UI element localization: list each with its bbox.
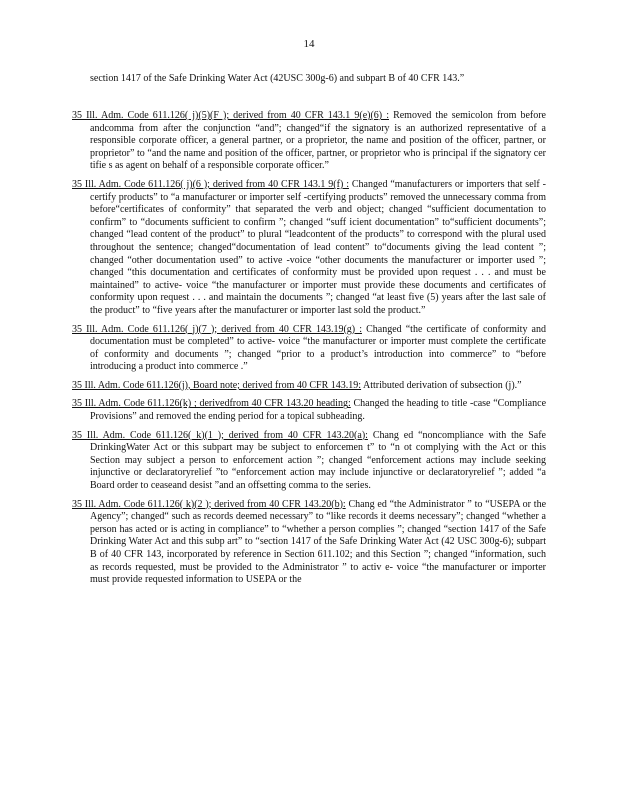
page-number: 14 <box>303 38 315 50</box>
entry-citation: 35 Ill. Adm. Code 611.126( k)(1 ); derived from 40 CFR 143.20(a): <box>72 429 368 441</box>
entry-citation: 35 Ill. Adm. Code 611.126( j)(7 ); derived from 40 CFR 143.19(g) : <box>72 323 362 335</box>
entry-citation: 35 Ill. Adm. Code 611.126(k) ; derivedfrom 40 CFR 143.20 heading: <box>72 398 351 410</box>
entry-text: Changed “the certificate of conformity and documentation must be completed” to active- voice “the manufacturer or importer must complete the certificate of conformity and documents ”; changed “prior to a product’s introduction into commerce” to “before introducing a product into commerce .” <box>90 323 546 373</box>
entries-list <box>72 110 546 593</box>
entry-text: Chang ed “noncompliance with the Safe DrinkingWater Act or this subpart may be subject to enforcemen t” to “n ot complying with the Act or this Section may subject a person to enforcement action ”; changed “enforcement actions may include seeking injunctive or declaratoryrelief ”to “enforcement action may include injunctive or declaratoryrelief ”; added “a Board order to ceaseand desist ”and an offsetting comma to the series. <box>90 429 546 492</box>
entry-text: Changed the heading to title -case “Compliance Provisions” and removed the ending period for a topical subheading. <box>90 398 547 423</box>
entry-text: Attributed derivation of subsection (j).” <box>363 379 522 391</box>
entry-611-126-k-2 <box>72 499 546 587</box>
entry-611-126-k-1 <box>72 430 546 493</box>
entry-citation: 35 Ill. Adm. Code 611.126( j)(5)(F ); derived from 40 CFR 143.1 9(e)(6) : <box>72 110 389 121</box>
entry-citation: 35 Ill. Adm. Code 611.126( j)(6 ); derived from 40 CFR 143.1 9(f) : <box>72 178 349 190</box>
entry-611-126-j-board-note <box>72 380 546 393</box>
entry-611-126-k <box>72 398 546 423</box>
entry-611-126-j-7 <box>72 324 546 374</box>
entry-citation: 35 Ill. Adm. Code 611.126(j), Board note; derived from 40 CFR 143.19: <box>72 379 362 391</box>
continuation-paragraph: section 1417 of the Safe Drinking Water Act (42USC 300g-6) and subpart B of 40 CFR 143.” <box>90 73 465 84</box>
entry-text: Changed “manufacturers or importers that self -certify products” to “a manufacturer or importer self -certifying products” removed the unnecessary comma from before“certificates of conformity” that separated the verb and object; changed “sufficient documentation to confirm” to “documents sufficient to confirm ”; changed “suff icient documentation” to“sufficient documents”; changed “lead content of the product” to plural “leadcontent of the products” to correspond with the plural used throughout the sentence; changed“documentation of lead content” to“documents giving the lead content ”; changed “other documentation used” to active -voice “other documents the manufacturer or importer used ”; changed “this documentation and certificates of conformity must be provided upon request . . . and must be maintained” to active- voice “the manufacturer or importer must provide these documents and certificates of conformity upon request . . . and maintain the documents ”; changed “at least five (5) years after the last sale of the product” to “five years after the manufacturer or importer last sold the product.” <box>90 178 546 316</box>
entry-text: Chang ed “the Administrator ” to “USEPA or the Agency”; changed“ such as records deemed necessary” to “like records it deems necessary”; changed “whether a person has acted or is acting in compliance” to “whether a person complies ”; changed “section 1417 of the Safe Drinking Water Act and this subp art” to “section 1417 of the Safe Drinking Water Act (42 USC 300g-6); subpart B of 40 CFR 143, incorporated by reference in Section 611.102; and this Section ”; changed “information, such as records requested, must be provided to the Administrator ” to activ e- voice “the manufacturer or importer must provide requested information to USEPA or the <box>90 498 547 586</box>
entry-citation: 35 Ill. Adm. Code 611.126( k)(2 ); derived from 40 CFR 143.20(b): <box>72 498 346 510</box>
entry-611-126-j-6 <box>72 179 546 318</box>
entry-text: Removed the semicolon from before andcomma from after the conjunction “and”; changed“if the signatory is an authorized representative of a responsible corporate officer, a general partner, or a proprietor, the name and position of the officer, partner, or proprietor” to “and the name and position of the officer, partner, or proprietor who is principal if the signatory cer tifie s as agent on behalf of a responsible corporate officer.” <box>90 110 546 172</box>
entry-611-126-j-5-f <box>72 110 546 173</box>
continuation-block <box>72 73 546 86</box>
